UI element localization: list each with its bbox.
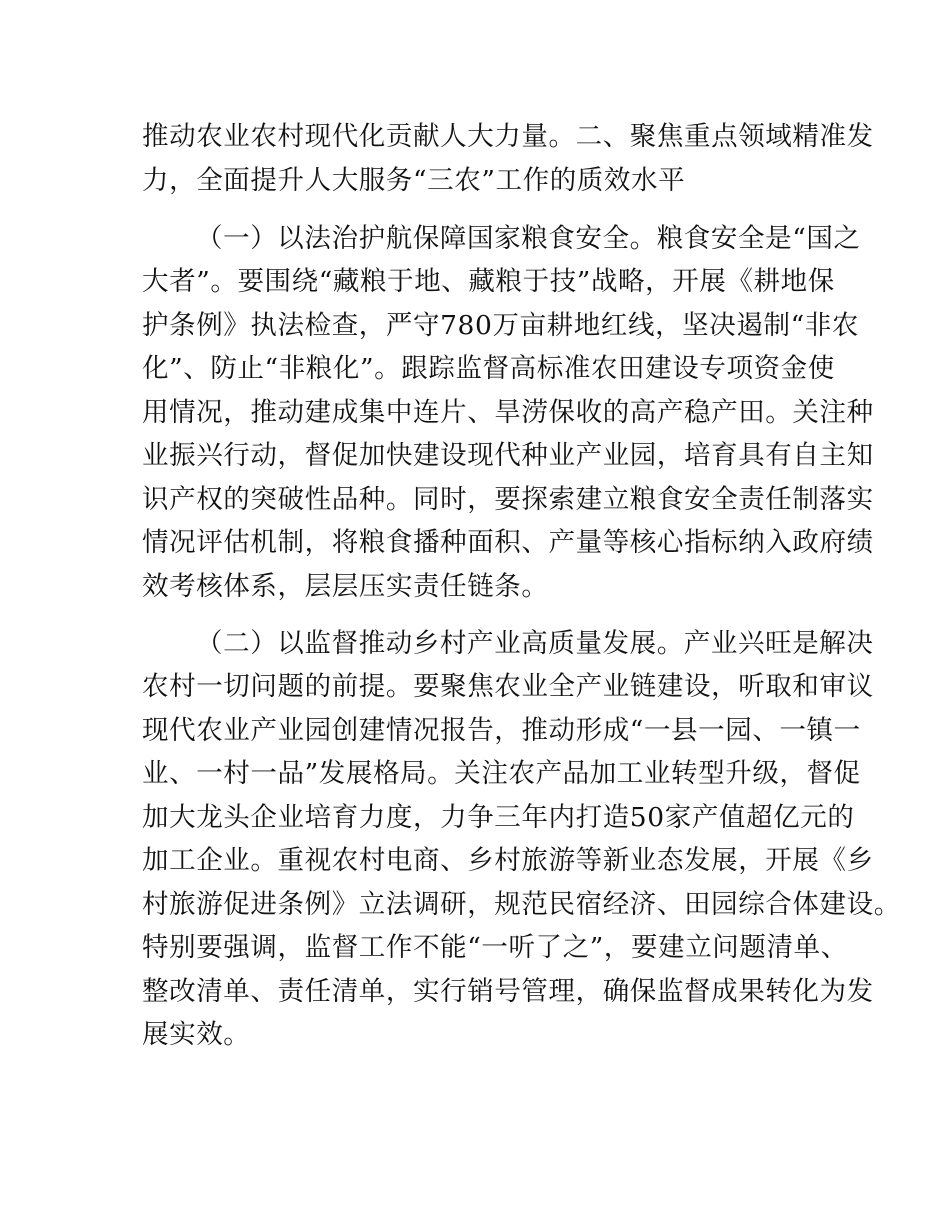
text-line: 展实效。 <box>142 1019 251 1050</box>
text-line: 业振兴行动，督促加快建设现代种业产业园，培育具有自主知 <box>142 440 874 471</box>
text-line: 业、一村一品”发展格局。关注农产品加工业转型升级，督促 <box>142 758 861 789</box>
text-line: 情况评估机制，将粮食播种面积、产量等核心指标纳入政府绩 <box>142 527 874 558</box>
text-line: 化”、防止“非粮化”。跟踪监督高标准农田建设专项资金使 <box>142 353 835 384</box>
text-line: 护条例》执法检查，严守780万亩耕地红线，坚决遏制“非农 <box>142 310 859 341</box>
paragraph-1-heading-line: （一）以法治护航保障国家粮食安全。粮食安全是“国之 <box>196 223 861 254</box>
text-line: 村旅游促进条例》立法调研，规范民宿经济、田园综合体建设。 <box>142 889 901 920</box>
text-line: 现代农业产业园创建情况报告，推动形成“一县一园、一镇一 <box>142 715 861 746</box>
text-line: 力，全面提升人大服务“三农”工作的质效水平 <box>142 165 686 196</box>
text-line: 农村一切问题的前提。要聚焦农业全产业链建设，听取和审议 <box>142 671 874 702</box>
text-line: 加大龙头企业培育力度，力争三年内打造50家产值超亿元的 <box>142 802 855 833</box>
text-line: 识产权的突破性品种。同时，要探索建立粮食安全责任制落实 <box>142 484 874 515</box>
text-line: 用情况，推动建成集中连片、旱涝保收的高产稳产田。关注种 <box>142 397 874 428</box>
text-line: 效考核体系，层层压实责任链条。 <box>142 571 549 602</box>
text-line: 整改清单、责任清单，实行销号管理，确保监督成果转化为发 <box>142 976 874 1007</box>
text-line: 加工企业。重视农村电商、乡村旅游等新业态发展，开展《乡 <box>142 845 874 876</box>
text-line: 大者”。要围绕“藏粮于地、藏粮于技”战略，开展《耕地保 <box>142 266 835 297</box>
paragraph-2-heading-line: （二）以监督推动乡村产业高质量发展。产业兴旺是解决 <box>196 628 874 659</box>
text-line: 推动农业农村现代化贡献人大力量。二、聚焦重点领域精准发 <box>142 121 874 152</box>
text-line: 特别要强调，监督工作不能“一听了之”，要建立问题清单、 <box>142 932 848 963</box>
